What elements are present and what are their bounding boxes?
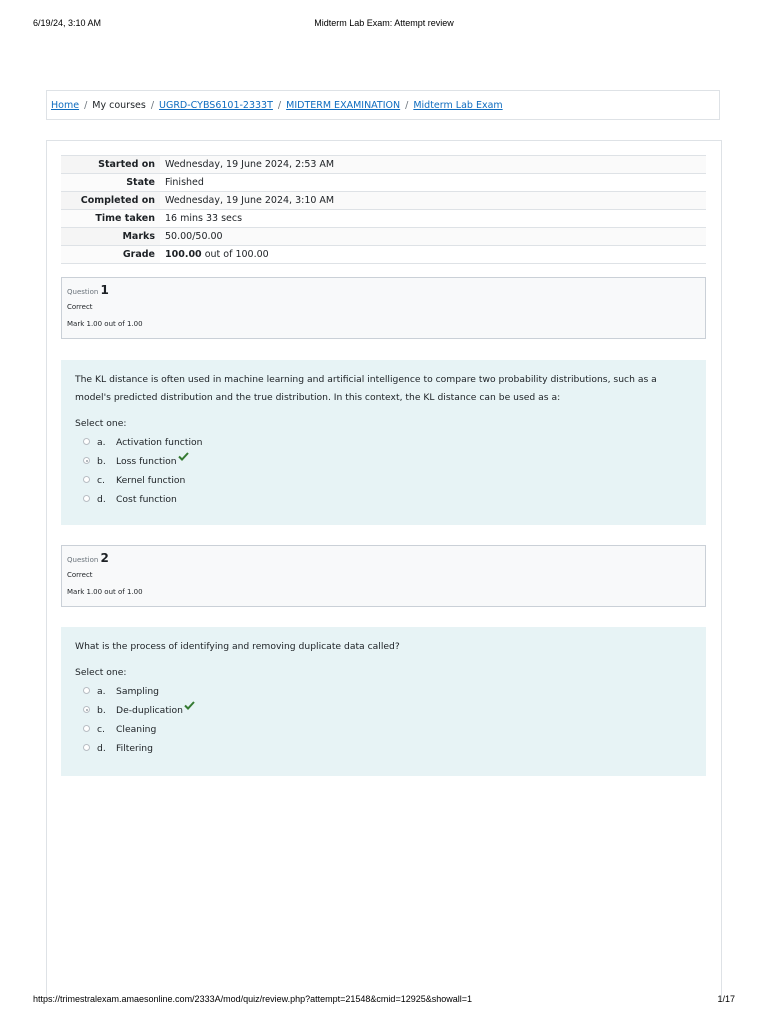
radio-button-selected[interactable] — [83, 706, 90, 713]
question-label: Question — [67, 556, 99, 564]
answer-option-d[interactable] — [75, 739, 692, 758]
question-number — [67, 552, 700, 566]
radio-button[interactable] — [83, 687, 90, 694]
answer-option-c[interactable] — [75, 471, 692, 490]
question-1-info — [61, 277, 706, 339]
answer-text: Kernel function — [116, 475, 186, 486]
breadcrumb-separator: / — [405, 100, 409, 111]
print-footer — [33, 994, 735, 1008]
breadcrumb-separator: / — [150, 100, 155, 111]
question-label: Question — [67, 288, 99, 296]
print-header — [33, 18, 735, 32]
radio-button[interactable] — [83, 476, 90, 483]
correct-check-icon — [184, 698, 195, 717]
answer-option-a[interactable] — [75, 682, 692, 701]
correct-check-icon — [178, 449, 189, 468]
answer-text: De-duplication — [116, 705, 183, 716]
question-status: Correct — [67, 571, 93, 579]
answer-letter: c. — [97, 724, 105, 735]
print-url: https://trimestralexam.amaesonline.com/2333A/mod/quiz/review.php?attempt=21548&cmid=12925&showall=1 — [33, 994, 473, 1004]
question-text: What is the process of identifying and removing duplicate data called? — [75, 641, 400, 652]
answer-text: Sampling — [116, 686, 160, 697]
breadcrumb — [46, 90, 720, 120]
summary-label: State — [61, 174, 160, 192]
answer-letter: a. — [97, 686, 106, 697]
summary-label: Grade — [61, 246, 160, 264]
summary-row-grade — [61, 246, 706, 264]
question-mark: Mark 1.00 out of 1.00 — [67, 588, 143, 596]
answer-option-b[interactable] — [75, 701, 692, 720]
summary-row-state — [61, 174, 706, 192]
question-text: The KL distance is often used in machine learning and artificial intelligence to compare two probability distributions, such as a model's predicted distribution and the true distribution. In this context, the KL distance can be used as a: — [75, 374, 657, 403]
answer-letter: d. — [97, 743, 106, 754]
radio-button[interactable] — [83, 438, 90, 445]
radio-button[interactable] — [83, 725, 90, 732]
breadcrumb-separator: / — [277, 100, 282, 111]
print-title: Midterm Lab Exam: Attempt review — [314, 18, 454, 28]
question-number — [67, 284, 700, 298]
answer-option-c[interactable] — [75, 720, 692, 739]
grade-out-of: out of 100.00 — [201, 249, 269, 260]
question-number-value: 2 — [100, 551, 109, 565]
answer-text: Cleaning — [116, 724, 157, 735]
breadcrumb-home-link[interactable]: Home — [51, 100, 80, 111]
summary-value: 50.00/50.00 — [160, 228, 706, 246]
question-2-content — [61, 627, 706, 776]
radio-button-selected[interactable] — [83, 457, 90, 464]
answer-letter: b. — [97, 456, 106, 467]
answer-option-d[interactable] — [75, 490, 692, 509]
summary-row-completed — [61, 192, 706, 210]
summary-row-time-taken — [61, 210, 706, 228]
select-one-prompt: Select one: — [75, 418, 127, 429]
summary-label: Time taken — [61, 210, 160, 228]
summary-value: Wednesday, 19 June 2024, 3:10 AM — [160, 192, 706, 210]
summary-value: Wednesday, 19 June 2024, 2:53 AM — [160, 156, 706, 174]
question-2-info — [61, 545, 706, 607]
breadcrumb-my-courses: My courses — [92, 100, 146, 111]
answer-letter: d. — [97, 494, 106, 505]
summary-value: Finished — [160, 174, 706, 192]
answer-letter: a. — [97, 437, 106, 448]
question-1-content — [61, 360, 706, 525]
summary-row-started — [61, 156, 706, 174]
answer-option-a[interactable] — [75, 433, 692, 452]
radio-button[interactable] — [83, 744, 90, 751]
summary-label: Completed on — [61, 192, 160, 210]
breadcrumb-course-link[interactable]: UGRD-CYBS6101-2333T — [159, 100, 273, 111]
answer-text: Filtering — [116, 743, 153, 754]
print-date: 6/19/24, 3:10 AM — [33, 18, 102, 28]
select-one-prompt: Select one: — [75, 667, 127, 678]
question-number-value: 1 — [100, 283, 109, 297]
answer-text: Loss function — [116, 456, 177, 467]
breadcrumb-section-link[interactable]: MIDTERM EXAMINATION — [286, 100, 401, 111]
radio-button[interactable] — [83, 495, 90, 502]
answer-text: Activation function — [116, 437, 203, 448]
answer-letter: c. — [97, 475, 105, 486]
question-mark: Mark 1.00 out of 1.00 — [67, 320, 143, 328]
summary-row-marks — [61, 228, 706, 246]
summary-label: Marks — [61, 228, 160, 246]
answer-letter: b. — [97, 705, 106, 716]
answer-option-b[interactable] — [75, 452, 692, 471]
attempt-summary-table — [61, 155, 706, 264]
question-status: Correct — [67, 303, 93, 311]
print-page-number: 1/17 — [717, 994, 735, 1004]
grade-value: 100.00 — [165, 249, 202, 260]
summary-value — [160, 246, 706, 264]
summary-value: 16 mins 33 secs — [160, 210, 706, 228]
summary-label: Started on — [61, 156, 160, 174]
breadcrumb-separator: / — [84, 100, 88, 111]
breadcrumb-quiz-link[interactable]: Midterm Lab Exam — [413, 100, 503, 111]
answer-text: Cost function — [116, 494, 177, 505]
